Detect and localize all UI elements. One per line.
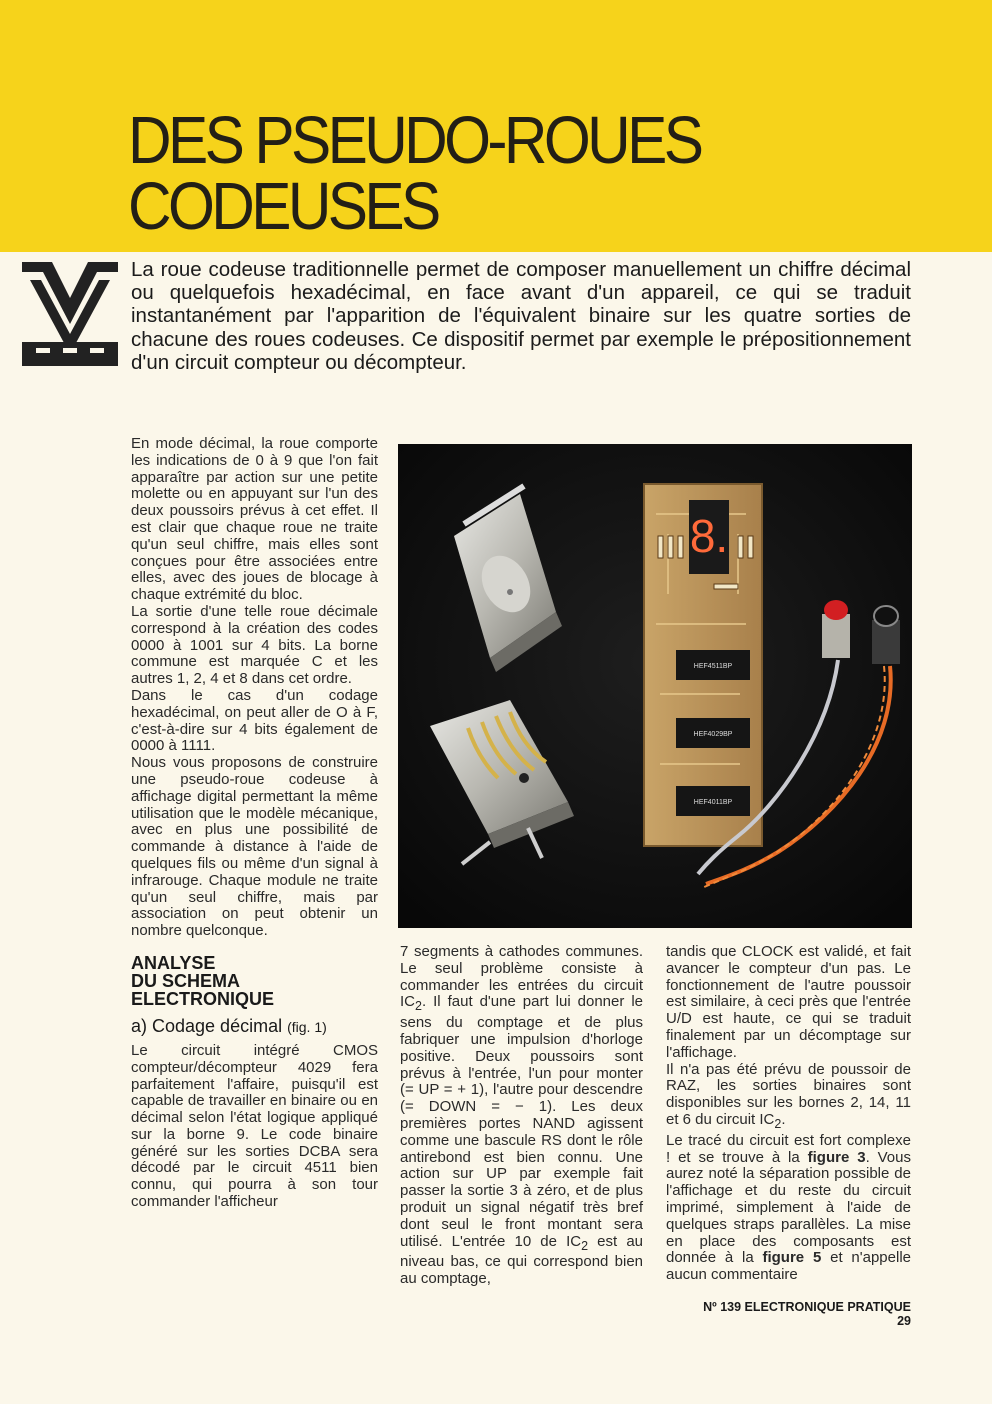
figure-5-ref: figure 5: [762, 1249, 822, 1267]
subheading: [131, 1016, 378, 1037]
col1-paragraph-5: Le circuit intégré CMOS compteur/décompteur 4029 fera parfaitement l'affaire, puisqu'il est capable de travailler en binaire ou en décimal selon l'état logique appliqué sur la borne 9. Le code binaire généré sur les sorties DCBA sera décodé par le circuit 4511 bien connu, qui pourra à son tour commander l'afficheur: [131, 1041, 378, 1211]
title-line-2: CODEUSES: [128, 169, 438, 244]
display-digit: 8.: [689, 510, 729, 562]
chip-3-label: HEF4011BP: [693, 799, 733, 806]
title-line-1: DES PSEUDO-ROUES: [128, 103, 701, 178]
col1-paragraph-3: Dans le cas d'un codage hexadécimal, on peut aller de O à F, c'est-à-dire sur 4 bits également de 0000 à 1111.: [131, 686, 378, 755]
page-title: [128, 103, 701, 244]
col3-paragraph-2: Il n'a pas été prévu de poussoir de RAZ, les sorties binaires sont disponibles sur les bornes 2, 14, 11 et 6 du circuit $IC_2$.: [666, 1060, 911, 1131]
product-photo: [398, 444, 912, 928]
col3-paragraph-3: Le tracé du circuit est fort complexe ! et se trouve à la figure 3. Vous aurez noté la séparation possible de l'affichage et du reste du circuit imprimé, simplement à l'aide de quelques straps parallèles. La mise en place des composants est donnée à la figure 5 et n'appelle aucun commentaire: [666, 1131, 911, 1284]
section-heading: [131, 954, 378, 1008]
circuit-board: [644, 484, 762, 846]
col1-paragraph-2: La sortie d'une telle roue décimale correspond à la création des codes 0000 à 1001 sur 4 bits. La borne commune est marquée C et les autres 1, 2, 4 et 8 dans cet ordre.: [131, 602, 378, 688]
column-1: [131, 436, 378, 1211]
column-3: [666, 944, 911, 1284]
section-heading-line-3: ELECTRONIQUE: [131, 988, 275, 1009]
section-heading-line-2: DU SCHEMA: [131, 970, 241, 991]
page-footer: Nº 139 ELECTRONIQUE PRATIQUE 29: [703, 1300, 911, 1328]
subheading-fig-ref: (fig. 1): [287, 1018, 327, 1035]
col3-paragraph-1: tandis que CLOCK est validé, et fait avancer le compteur d'un pas. Le fonctionnement de l'autre poussoir est similaire, à ceci près que l'entrée U/D est haute, ce qui se traduit finalement par un décomptage sur l'affichage.: [666, 943, 911, 1061]
column-2: [400, 944, 643, 1288]
chip-2-label: HEF4029BP: [693, 731, 733, 738]
intro-paragraph: La roue codeuse traditionnelle permet de composer manuellement un chiffre décimal ou quelquefois hexadécimal, en face avant d'un appareil, ce qui se traduit instantanément par l'apparition de l'équivalent binaire sur les quatre sorties de chacune des roues codeuses. Ce dispositif permet par exemple le prépositionnement d'un circuit compteur ou décompteur.: [131, 258, 911, 374]
col1-paragraph-1: En mode décimal, la roue comporte les indications de 0 à 9 que l'on fait apparaître par action sur une petite molette ou en appuyant sur l'un des deux poussoirs prévus à cet effet. Il est clair que chaque roue ne traite qu'un seul chiffre, mais elles sont conçues pour être associées entre elles, avec des joues de blocage à chaque extrémité du bloc.: [131, 435, 378, 604]
figure-3-ref: figure 3: [807, 1148, 866, 1166]
col2-paragraph-1: 7 segments à cathodes communes. Le seul problème consiste à commander les entrées du circuit $IC_2$. Il faut d'une part lui donner le sens du comptage et de plus fabriquer une impulsion d'horloge positive. Deux poussoirs sont prévus à l'entrée, l'un pour monter (= UP = + 1), l'autre pour descendre (= DOWN = − 1). Les deux premières portes NAND agissent comme une bascule RS dont le rôle antirebond est bien connu. Une action sur UP par exemple fait passer la sortie 3 à zéro, et de plus produit un signal négatif très bref dont seul le front montant sera utilisé. L'entrée 10 de $IC_2$ est au niveau bas, ce qui correspond bien au comptage,: [400, 943, 643, 1288]
section-heading-line-1: ANALYSE: [131, 952, 216, 973]
magazine-w-logo-icon: [22, 262, 118, 366]
col1-paragraph-4: Nous vous proposons de construire une pseudo-roue codeuse à affichage digital permettant la même utilisation que le modèle mécanique, avec en plus une possibilité de commande à distance à l'aide de quelques fils ou même d'un signal à infrarouge. Chaque module ne traite qu'un seul chiffre, mais par association on peut obtenir un nombre quelconque.: [131, 754, 378, 940]
chip-1-label: HEF4511BP: [693, 663, 733, 670]
subheading-text: a) Codage décimal: [131, 1015, 283, 1036]
